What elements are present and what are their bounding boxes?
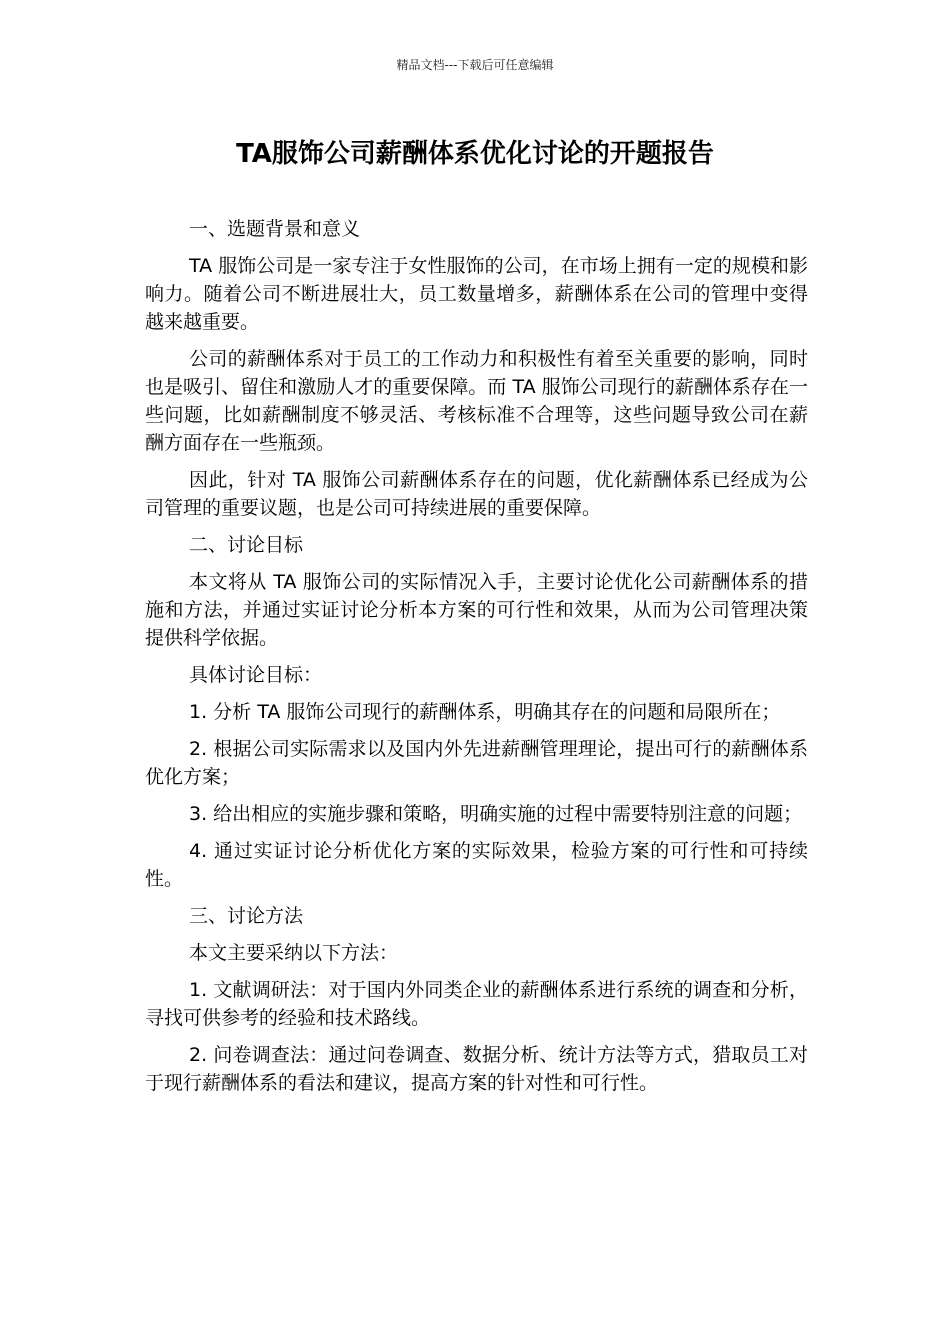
section-heading-goals: 二、讨论目标 [189,534,304,556]
list-item: 4. 通过实证讨论分析优化方案的实际效果，检验方案的可行性和可持续性。 [145,840,808,890]
section-heading-methods: 三、讨论方法 [189,905,304,927]
list-item: 2. 根据公司实际需求以及国内外先进薪酬管理理论，提出可行的薪酬体系优化方案； [145,738,808,788]
paragraph: 具体讨论目标： [189,664,323,686]
section-heading-background: 一、选题背景和意义 [189,218,361,240]
document-body [145,215,808,1106]
paragraph: TA 服饰公司是一家专注于女性服饰的公司，在市场上拥有一定的规模和影响力。随着公司不断进展壮大，员工数量增多，薪酬体系在公司的管理中变得越来越重要。 [145,255,808,333]
document-title: TA服饰公司薪酬体系优化讨论的开题报告 [236,139,714,169]
list-item: 3. 给出相应的实施步骤和策略，明确实施的过程中需要特别注意的问题； [189,803,803,825]
list-item: 2. 问卷调查法：通过问卷调查、数据分析、统计方法等方式，猎取员工对于现行薪酬体系的看法和建议，提高方案的针对性和可行性。 [145,1044,808,1094]
paragraph: 因此，针对 TA 服饰公司薪酬体系存在的问题，优化薪酬体系已经成为公司管理的重要议题，也是公司可持续进展的重要保障。 [145,469,808,519]
paragraph: 公司的薪酬体系对于员工的工作动力和积极性有着至关重要的影响，同时也是吸引、留住和激励人才的重要保障。而 TA 服饰公司现行的薪酬体系存在一些问题，比如薪酬制度不够灵活、考核标准不合理等，这些问题导致公司在薪酬方面存在一些瓶颈。 [145,348,808,454]
list-item: 1. 文献调研法：对于国内外同类企业的薪酬体系进行系统的调查和分析，寻找可供参考的经验和技术路线。 [145,979,808,1029]
list-item: 1. 分析 TA 服饰公司现行的薪酬体系，明确其存在的问题和局限所在； [189,701,781,723]
paragraph: 本文将从 TA 服饰公司的实际情况入手，主要讨论优化公司薪酬体系的措施和方法，并通过实证讨论分析本方案的可行性和效果，从而为公司管理决策提供科学依据。 [145,571,808,649]
page-header: 精品文档---下载后可任意编辑 [396,58,554,72]
paragraph: 本文主要采纳以下方法： [189,942,399,964]
